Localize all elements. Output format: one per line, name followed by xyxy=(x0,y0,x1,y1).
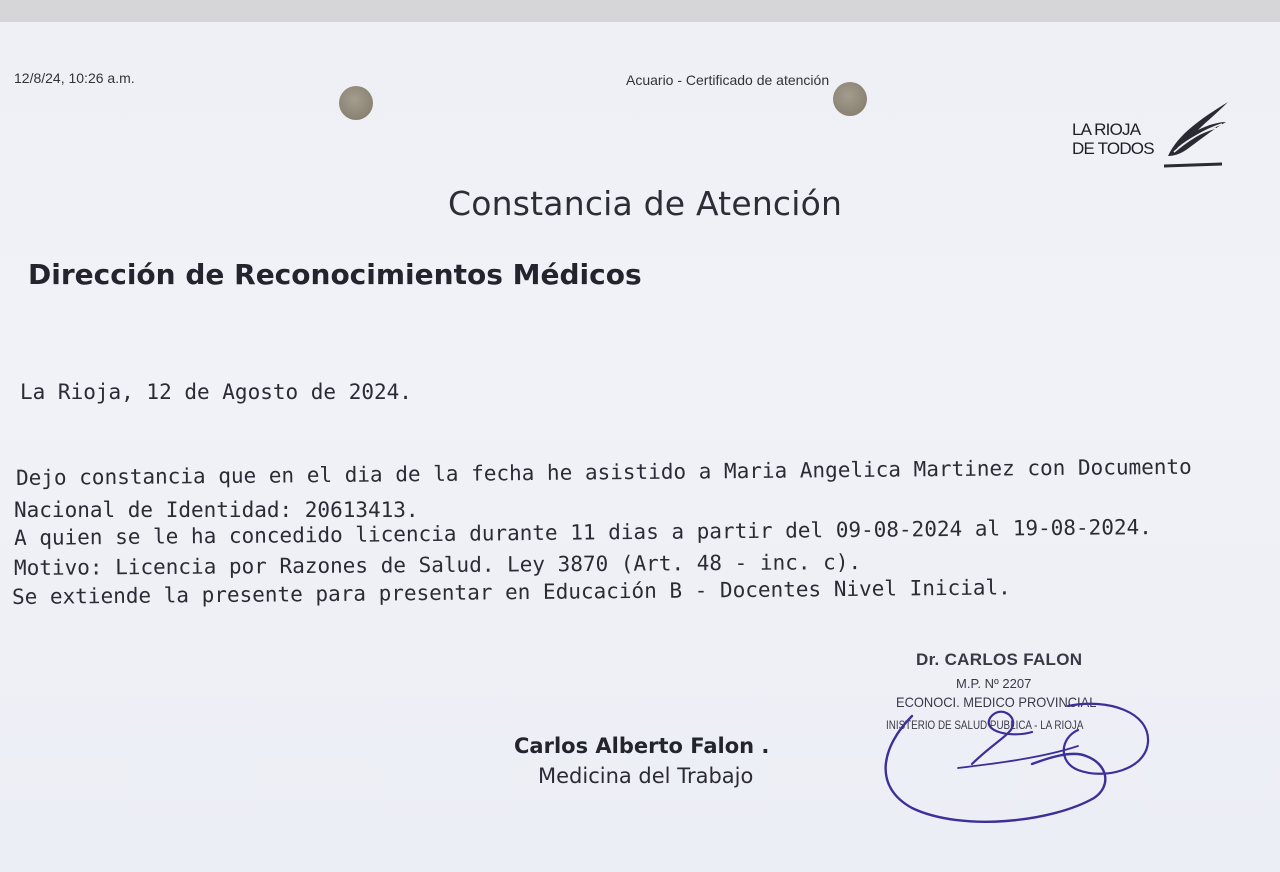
body-line: Nacional de Identidad: 20613413. xyxy=(14,498,419,522)
logo-text xyxy=(1072,120,1154,158)
la-rioja-logo xyxy=(1068,100,1238,170)
body-line: Dejo constancia que en el dia de la fecha he asistido a Maria Angelica Martinez con Documento xyxy=(15,454,1192,490)
handwritten-signature xyxy=(872,646,1172,826)
stamp-ministry: INISTERIO DE SALUD PUBLICA - LA RIOJA xyxy=(886,718,1084,732)
background-edge xyxy=(0,0,1280,22)
stamp-registration: M.P. Nº 2207 xyxy=(956,676,1032,691)
stamp-doctor-name: Dr. CARLOS FALON xyxy=(916,650,1083,669)
body-line: Motivo: Licencia por Razones de Salud. Ley 3870 (Art. 48 - inc. c). xyxy=(13,550,862,580)
wing-logo-icon xyxy=(1164,100,1234,170)
logo-text-line-1: LA RIOJA xyxy=(1072,120,1141,139)
body-line: A quien se le ha concedido licencia durante 11 dias a partir del 09-08-2024 al 19-08-2024. xyxy=(13,515,1152,550)
punch-hole xyxy=(833,82,867,116)
stamp-institution: ECONOCI. MEDICO PROVINCIAL xyxy=(896,694,1097,710)
document-sheet xyxy=(0,22,1280,872)
doctor-stamp xyxy=(872,646,1172,826)
department-heading: Dirección de Reconocimientos Médicos xyxy=(28,258,642,291)
signer-role: Medicina del Trabajo xyxy=(538,764,754,788)
print-datetime: 12/8/24, 10:26 a.m. xyxy=(14,70,135,86)
document-title: Constancia de Atención xyxy=(448,184,843,223)
signer-name: Carlos Alberto Falon . xyxy=(514,734,770,758)
place-and-date: La Rioja, 12 de Agosto de 2024. xyxy=(20,380,412,404)
body-line: Se extiende la presente para presentar en Educación B - Docentes Nivel Inicial. xyxy=(11,575,1011,609)
punch-hole xyxy=(339,86,373,120)
logo-text-line-2: DE TODOS xyxy=(1072,139,1154,158)
print-header-title: Acuario - Certificado de atención xyxy=(626,72,830,88)
